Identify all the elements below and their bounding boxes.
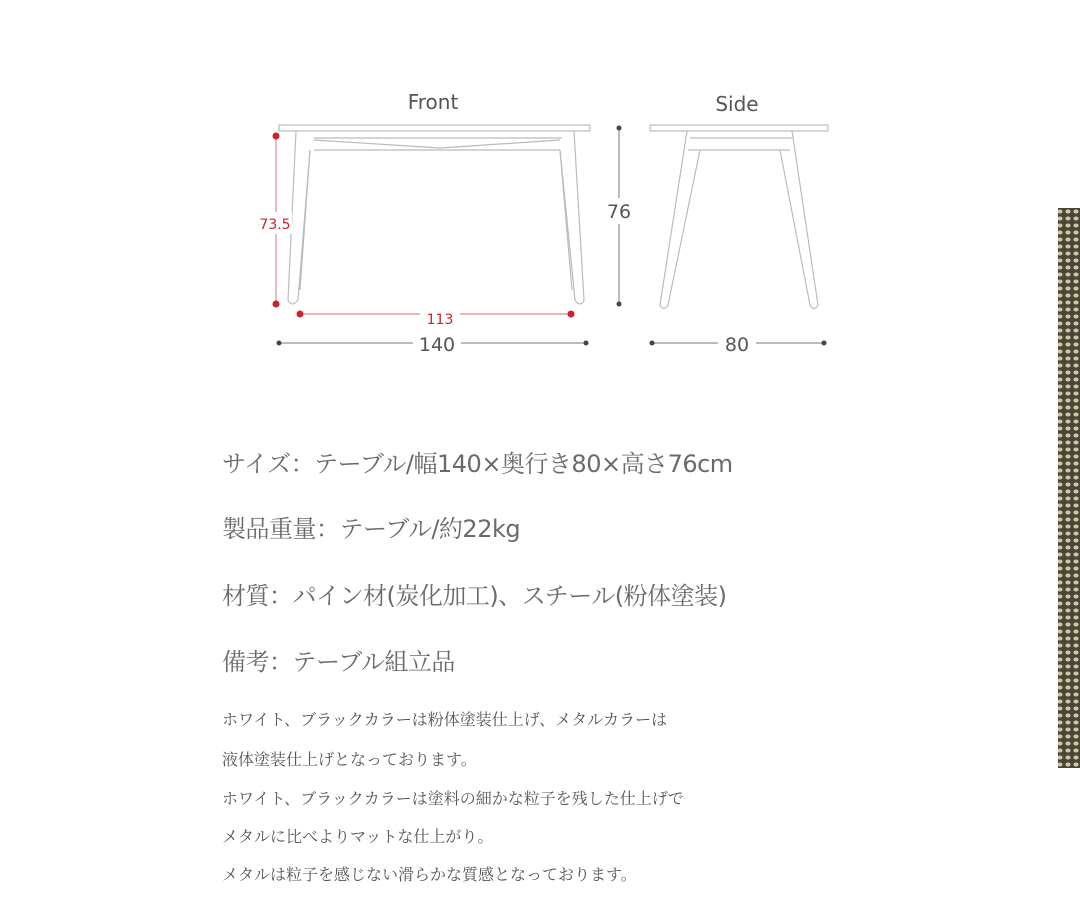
side-label: Side xyxy=(715,92,759,116)
inner-width-dimension xyxy=(297,305,575,328)
height-dimension xyxy=(604,126,634,307)
spec-material: 材質：パイン材(炭化加工)、スチール(粉体塗装) xyxy=(222,582,727,610)
spec-remarks: 備考：テーブル組立品 xyxy=(222,648,455,676)
note-line: ホワイト、ブラックカラーは粉体塗装仕上げ、メタルカラーは xyxy=(222,710,668,729)
width-label: 140 xyxy=(418,334,456,356)
side-view xyxy=(650,125,828,309)
height-label: 76 xyxy=(606,201,632,223)
depth-dimension xyxy=(650,332,827,356)
front-view xyxy=(279,125,590,304)
product-photo-edge xyxy=(1058,208,1080,768)
depth-label: 80 xyxy=(724,334,750,356)
width-dimension xyxy=(277,332,589,356)
inner-height-dimension xyxy=(258,133,292,308)
note-line: メタルに比べよりマットな仕上がり。 xyxy=(222,827,494,846)
note-line: ホワイト、ブラックカラーは塗料の細かな粒子を残した仕上げで xyxy=(222,789,684,808)
spec-size: サイズ：テーブル/幅140×奥行き80×高さ76cm xyxy=(222,450,733,478)
inner-height-label: 73.5 xyxy=(259,217,291,233)
inner-width-label: 113 xyxy=(426,312,454,328)
note-line: メタルは粒子を感じない滑らかな質感となっております。 xyxy=(222,865,637,884)
note-line: 液体塗装仕上げとなっております。 xyxy=(222,750,477,769)
spec-weight: 製品重量：テーブル/約22kg xyxy=(222,515,521,543)
table-dimension-diagram xyxy=(0,0,1080,400)
front-label: Front xyxy=(407,90,459,114)
